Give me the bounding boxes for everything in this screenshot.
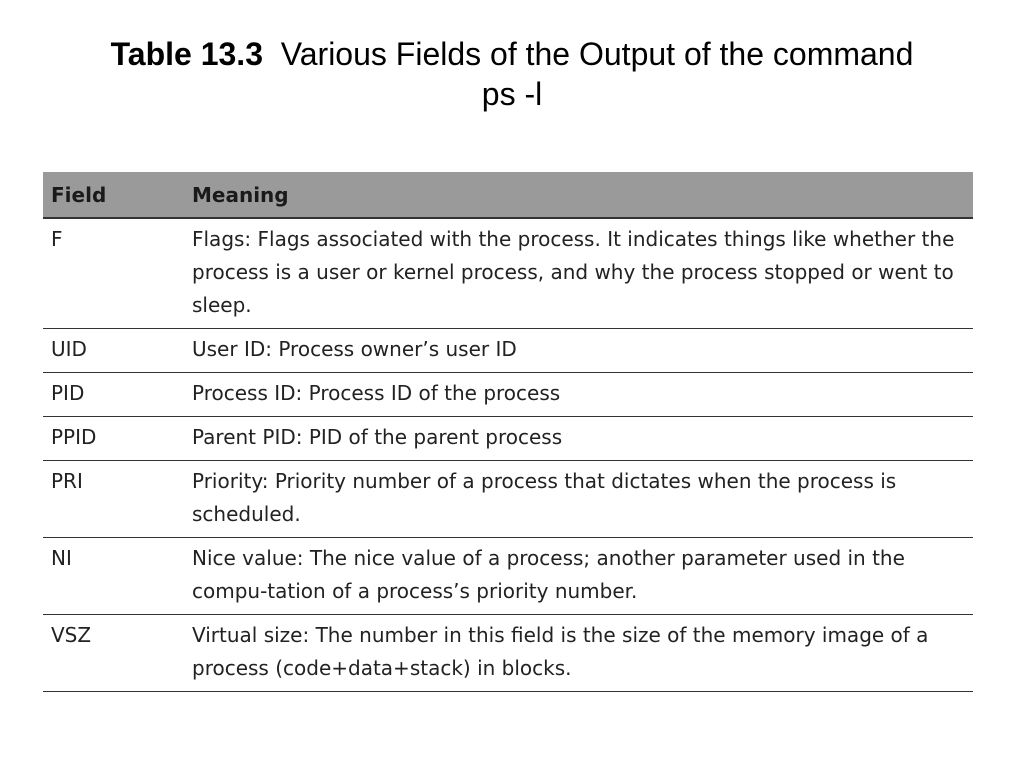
meaning-cell: Virtual size: The number in this field is the size of the memory image of a process (code+data+stack) in blocks.	[186, 615, 973, 692]
table-row	[43, 417, 973, 461]
field-cell: PID	[43, 373, 186, 417]
field-cell: UID	[43, 329, 186, 373]
table-row	[43, 461, 973, 538]
meaning-cell: User ID: Process owner’s user ID	[186, 329, 973, 373]
table-row	[43, 615, 973, 692]
table-row	[43, 218, 973, 329]
meaning-cell: Nice value: The nice value of a process; another parameter used in the compu-tation of a process’s priority number.	[186, 538, 973, 615]
table-row	[43, 538, 973, 615]
field-cell: PRI	[43, 461, 186, 538]
table-body	[43, 218, 973, 692]
meaning-cell: Process ID: Process ID of the process	[186, 373, 973, 417]
table-header	[43, 172, 973, 218]
page-title	[0, 34, 1024, 114]
table-number-label: Table 13.3	[110, 36, 263, 72]
title-line-2: ps -l	[481, 76, 543, 112]
meaning-cell: Flags: Flags associated with the process. It indicates things like whether the process is a user or kernel process, and why the process stopped or went to sleep.	[186, 218, 973, 329]
meaning-cell: Priority: Priority number of a process that dictates when the process is scheduled.	[186, 461, 973, 538]
header-field: Field	[43, 172, 186, 218]
table-row	[43, 329, 973, 373]
title-text: Various Fields of the Output of the command	[280, 36, 914, 72]
field-cell: F	[43, 218, 186, 329]
fields-table	[43, 172, 973, 692]
field-cell: PPID	[43, 417, 186, 461]
title-line-1	[0, 34, 1024, 74]
table-row	[43, 373, 973, 417]
header-meaning: Meaning	[186, 172, 973, 218]
meaning-cell: Parent PID: PID of the parent process	[186, 417, 973, 461]
field-cell: NI	[43, 538, 186, 615]
header-row	[43, 172, 973, 218]
field-cell: VSZ	[43, 615, 186, 692]
